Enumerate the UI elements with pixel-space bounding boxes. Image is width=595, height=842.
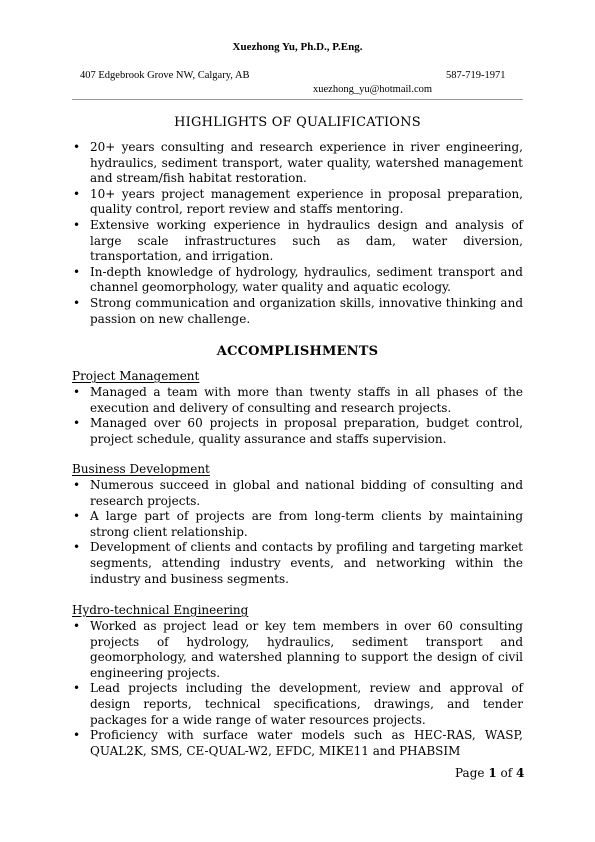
list-item: • Development of clients and contacts by profiling and targeting market segments, attending industry events, and networking within the industry and business segments. [72, 540, 523, 587]
header-divider [72, 99, 523, 100]
list-item: • Managed over 60 projects in proposal preparation, budget control, project schedule, quality assurance and staffs supervision. [72, 416, 523, 447]
page-current: 1 [488, 766, 497, 780]
list-item: • Worked as project lead or key tem members in over 60 consulting projects of hydrology, hydraulics, sediment transport and geomorphology, and watershed planning to support the design of civil engineering projects. [72, 619, 523, 681]
section-heading-project-management: Project Management [72, 369, 200, 383]
highlights-list [72, 140, 523, 327]
list-item: • Extensive working experience in hydraulics design and analysis of large scale infrastructures such as dam, water diversion, transportation, and irrigation. [72, 218, 523, 265]
accomplishments-heading: ACCOMPLISHMENTS [216, 344, 379, 359]
hydro-technical-list [72, 619, 523, 759]
address: 407 Edgebrook Grove NW, Calgary, AB [80, 70, 250, 81]
of-word: of [500, 766, 513, 780]
page-number [455, 766, 524, 780]
resume-name: Xuezhong Yu, Ph.D., P.Eng. [232, 41, 363, 53]
list-item: • Managed a team with more than twenty staffs in all phases of the execution and delivery of consulting and research projects. [72, 385, 523, 416]
list-item: • In-depth knowledge of hydrology, hydraulics, sediment transport and channel geomorphology, water quality and aquatic ecology. [72, 265, 523, 296]
list-item: • Strong communication and organization skills, innovative thinking and passion on new challenge. [72, 296, 523, 327]
highlights-heading: HIGHLIGHTS OF QUALIFICATIONS [174, 115, 421, 130]
list-item: • 10+ years project management experience in proposal preparation, quality control, report review and staffs mentoring. [72, 187, 523, 218]
business-development-list [72, 478, 523, 587]
list-item: • 20+ years consulting and research experience in river engineering, hydraulics, sediment transport, water quality, watershed management and stream/fish habitat restoration. [72, 140, 523, 187]
list-item: • A large part of projects are from long-term clients by maintaining strong client relationship. [72, 509, 523, 540]
phone-number: 587-719-1971 [446, 70, 506, 81]
section-heading-hydro-technical: Hydro-technical Engineering [72, 603, 249, 617]
section-heading-business-development: Business Development [72, 462, 210, 476]
page-word: Page [455, 766, 485, 780]
list-item: • Numerous succeed in global and national bidding of consulting and research projects. [72, 478, 523, 509]
project-management-list [72, 385, 523, 447]
email-address: xuezhong_yu@hotmail.com [313, 84, 433, 95]
list-item: • Proficiency with surface water models such as HEC-RAS, WASP, QUAL2K, SMS, CE-QUAL-W2, EFDC, MIKE11 and PHABSIM [72, 728, 523, 759]
list-item: • Lead projects including the development, review and approval of design reports, technical specifications, drawings, and tender packages for a wide range of water resources projects. [72, 681, 523, 728]
page-total: 4 [516, 766, 525, 780]
